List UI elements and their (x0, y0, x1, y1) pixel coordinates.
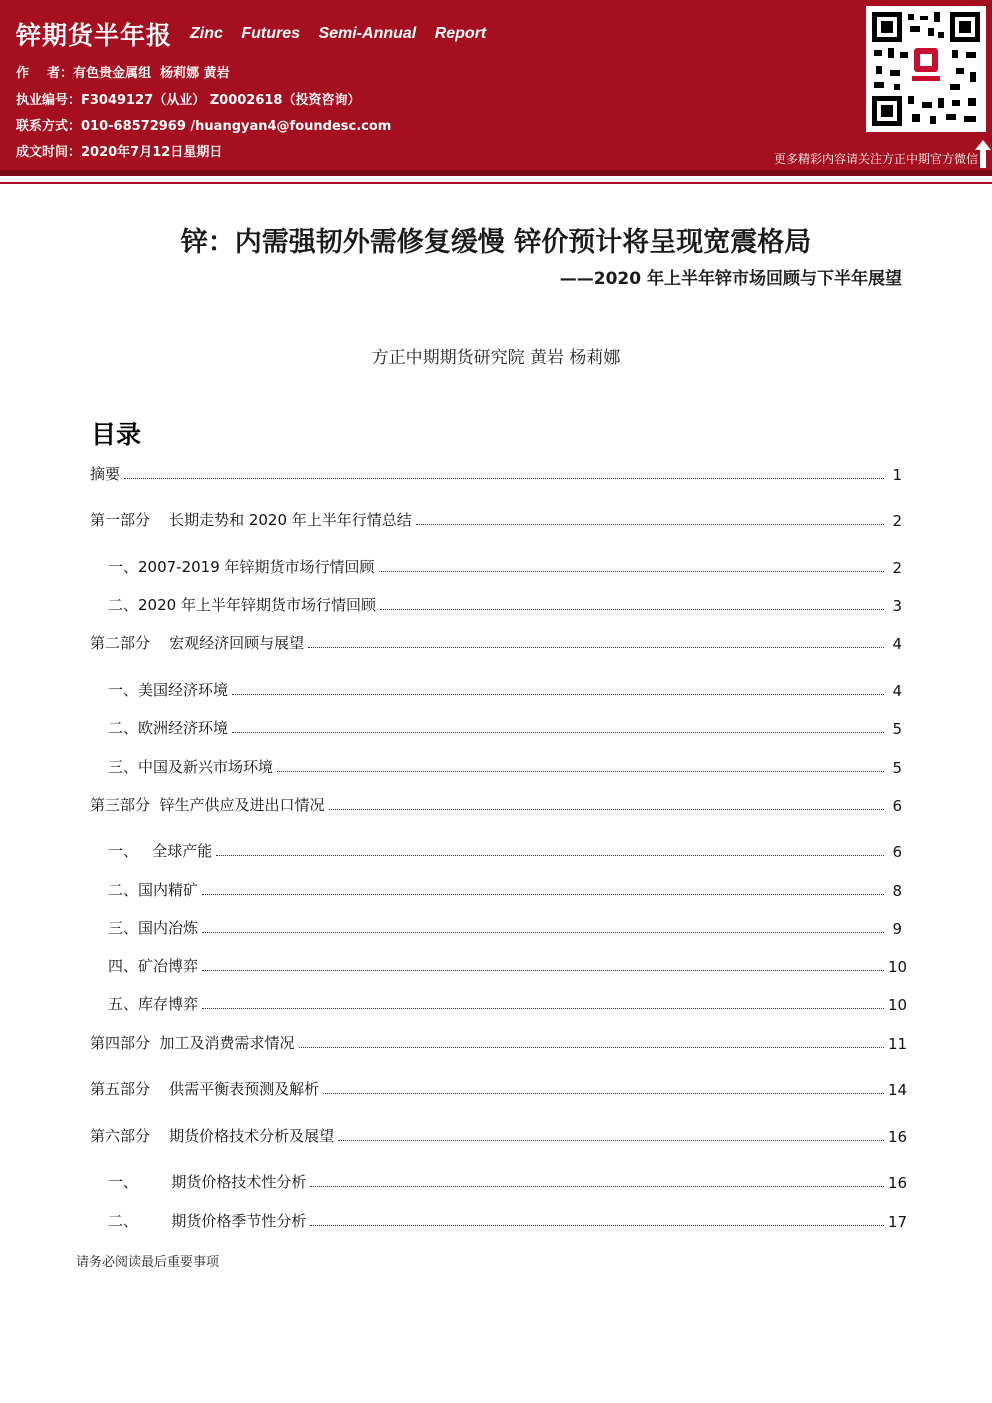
toc-entry[interactable] (90, 632, 902, 653)
toc-entry-label: 第四部分 加工及消费需求情况 (90, 1034, 295, 1052)
toc-entry-page: 3 (892, 597, 902, 615)
toc-entry-page: 5 (892, 720, 902, 738)
author-line: 作 者：有色贵金属组 杨莉娜 黄岩 (16, 66, 230, 81)
toc-entry-label: 一、2007-2019 年锌期货市场行情回顾 (108, 558, 375, 576)
toc-entry-label: 五、库存博弈 (108, 995, 199, 1013)
toc-leader-dots (338, 1140, 884, 1141)
toc-entry[interactable] (108, 840, 902, 861)
toc-entry[interactable] (90, 1032, 908, 1053)
toc-entry-page: 2 (892, 559, 902, 577)
toc-entry[interactable] (108, 717, 902, 738)
toc-leader-dots (323, 1093, 884, 1094)
report-type-title: 锌期货半年报 (16, 21, 173, 50)
toc-entry-label: 第五部分 供需平衡表预测及解析 (90, 1080, 320, 1098)
toc-entry-page: 10 (888, 996, 908, 1014)
toc-entry-label: 第一部分 长期走势和 2020 年上半年行情总结 (90, 511, 412, 529)
toc-entry-page: 11 (888, 1035, 908, 1053)
toc-leader-dots (232, 694, 884, 695)
toc-entry-page: 10 (888, 958, 908, 976)
header-rule (0, 170, 992, 176)
toc-entry-page: 14 (888, 1081, 908, 1099)
toc-entry-page: 6 (892, 843, 902, 861)
header-rule-thin (0, 182, 992, 184)
toc-entry[interactable] (108, 993, 908, 1014)
up-arrow-icon (975, 140, 991, 168)
toc-leader-dots (379, 571, 884, 572)
toc-leader-dots (202, 970, 884, 971)
toc-entry-page: 6 (892, 797, 902, 815)
toc-entry-page: 9 (892, 920, 902, 938)
toc-entry-label: 二、 期货价格季节性分析 (108, 1212, 307, 1230)
toc-entry-page: 16 (888, 1128, 908, 1146)
toc-entry-page: 4 (892, 635, 902, 653)
toc-leader-dots (310, 1225, 884, 1226)
toc-entry[interactable] (108, 756, 902, 777)
toc-entry-label: 一、 期货价格技术性分析 (108, 1173, 307, 1191)
toc-heading: 目录 (91, 420, 142, 449)
toc-entry-label: 第六部分 期货价格技术分析及展望 (90, 1127, 335, 1145)
toc-entry-page: 8 (892, 882, 902, 900)
toc-entry[interactable] (108, 1210, 908, 1231)
toc-entry[interactable] (90, 794, 902, 815)
toc-entry-label: 一、美国经济环境 (108, 681, 229, 699)
contact-line: 联系方式：010-68572969 /huangyan4@foundesc.com (16, 119, 392, 134)
toc-leader-dots (380, 609, 884, 610)
toc-entry-page: 4 (892, 682, 902, 700)
toc-entry-label: 三、国内冶炼 (108, 919, 199, 937)
toc-leader-dots (329, 809, 884, 810)
toc-entry-label: 摘要 (90, 465, 121, 483)
toc-leader-dots (308, 647, 884, 648)
license-line: 执业编号：F3049127（从业） Z0002618（投资咨询） (16, 93, 361, 108)
toc-entry[interactable] (108, 879, 902, 900)
qr-code-icon[interactable] (866, 6, 986, 132)
toc-entry-label: 二、2020 年上半年锌期货市场行情回顾 (108, 596, 376, 614)
toc-leader-dots (277, 771, 884, 772)
toc-entry[interactable] (90, 509, 902, 530)
toc-leader-dots (232, 732, 884, 733)
toc-leader-dots (202, 894, 884, 895)
toc-entry[interactable] (108, 679, 902, 700)
report-authors: 方正中期期货研究院 黄岩 杨莉娜 (371, 348, 621, 368)
toc-leader-dots (416, 524, 884, 525)
toc-entry[interactable] (108, 594, 902, 615)
toc-entry-page: 17 (888, 1213, 908, 1231)
toc-leader-dots (216, 855, 884, 856)
toc-leader-dots (202, 932, 884, 933)
toc-leader-dots (124, 478, 884, 479)
report-title: 锌：内需强韧外需修复缓慢 锌价预计将呈现宽震格局 (180, 227, 812, 258)
toc-entry-page: 2 (892, 512, 902, 530)
follow-wechat-text: 更多精彩内容请关注方正中期官方微信 (773, 152, 978, 166)
date-line: 成文时间：2020年7月12日星期日 (16, 145, 223, 160)
toc-entry-label: 第三部分 锌生产供应及进出口情况 (90, 796, 325, 814)
toc-entry[interactable] (90, 1078, 908, 1099)
toc-entry-label: 三、中国及新兴市场环境 (108, 758, 274, 776)
toc-leader-dots (310, 1186, 884, 1187)
toc-entry-page: 1 (892, 466, 902, 484)
toc-entry-label: 二、国内精矿 (108, 881, 199, 899)
report-subtitle: ——2020 年上半年锌市场回顾与下半年展望 (559, 269, 902, 289)
toc-entry[interactable] (90, 1125, 908, 1146)
report-type-subtitle: Zinc Futures Semi-Annual Report (190, 25, 487, 42)
toc-entry-label: 第二部分 宏观经济回顾与展望 (90, 634, 305, 652)
toc-leader-dots (299, 1047, 884, 1048)
toc-entry-page: 5 (892, 759, 902, 777)
footer-disclaimer: 请务必阅读最后重要事项 (76, 1255, 220, 1270)
toc-leader-dots (202, 1008, 884, 1009)
toc-entry-label: 四、矿冶博弈 (108, 957, 199, 975)
toc-entry-label: 二、欧洲经济环境 (108, 719, 229, 737)
toc-entry-page: 16 (888, 1174, 908, 1192)
toc-entry[interactable] (90, 463, 902, 484)
toc-entry[interactable] (108, 556, 902, 577)
toc-entry[interactable] (108, 1171, 908, 1192)
toc-entry[interactable] (108, 917, 902, 938)
toc-entry-label: 一、 全球产能 (108, 842, 213, 860)
toc-entry[interactable] (108, 955, 908, 976)
